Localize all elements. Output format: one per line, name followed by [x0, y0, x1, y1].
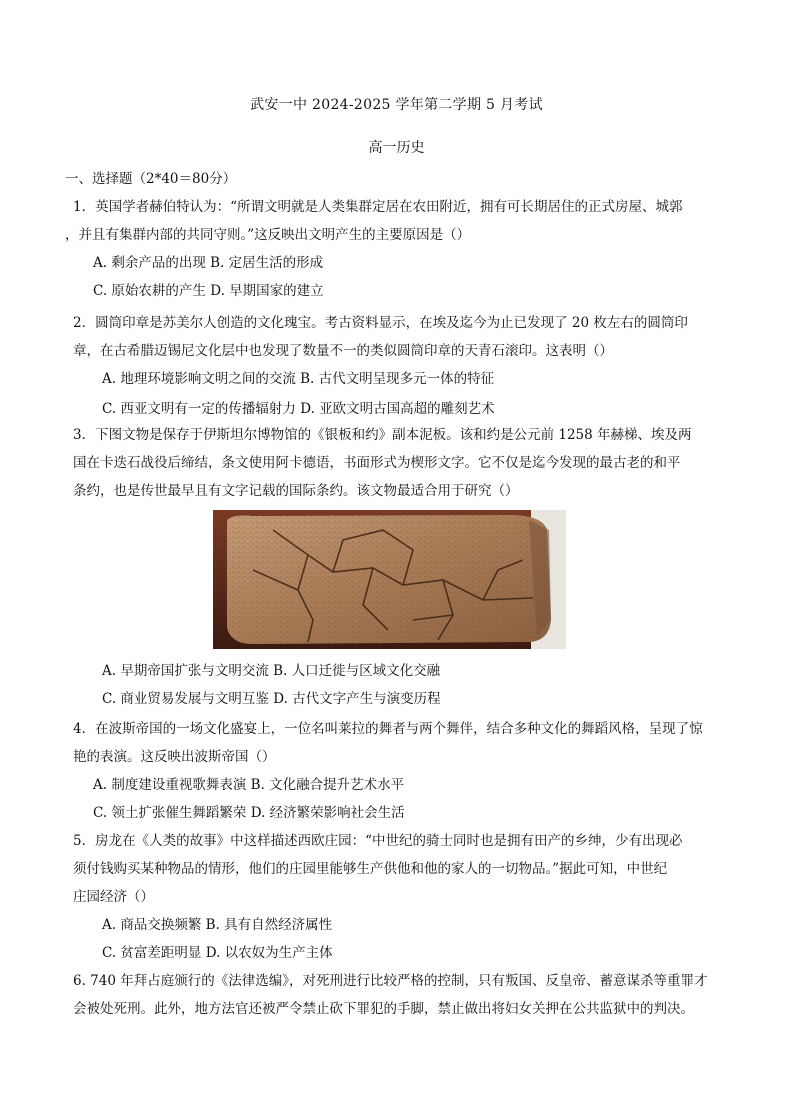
question-3-option-row-2: C. 商业贸易发展与文明互鉴 D. 古代文字产生与演变历程	[102, 691, 441, 707]
question-2-option-row-1: A. 地理环境影响文明之间的交流 B. 古代文明呈现多元一体的特征	[102, 371, 495, 387]
question-1-option-row-1: A. 剩余产品的出现 B. 定居生活的形成	[93, 255, 324, 271]
question-3-option-row-1: A. 早期帝国扩张与文明交流 B. 人口迁徙与区域文化交融	[102, 663, 441, 679]
question-2-option-row-2: C. 西亚文明有一定的传播辐射力 D. 亚欧文明古国高超的雕刻艺术	[102, 401, 495, 417]
question-4-line-1: 4．在波斯帝国的一场文化盛宴上，一位名叫莱拉的舞者与两个舞伴，结合多种文化的舞蹈风格，呈现了惊	[73, 721, 703, 737]
question-2-line-1: 2．圆筒印章是苏美尔人创造的文化瑰宝。考古资料显示，在埃及迄今为止已发现了 20 枚左右的圆筒印	[73, 315, 688, 331]
question-6-line-2: 会被处死刑。此外，地方法官还被严令禁止砍下罪犯的手脚，禁止做出将妇女关押在公共监狱中的判决。	[73, 1001, 694, 1017]
exam-subject: 高一历史	[368, 140, 425, 156]
clay-tablet-photo	[213, 510, 566, 649]
question-5-line-1: 5．房龙在《人类的故事》中这样描述西欧庄园：“中世纪的骑士同时也是拥有田产的乡绅，少有出现必	[73, 833, 683, 849]
question-5-line-3: 庄园经济（）	[73, 889, 154, 905]
question-3-line-3: 条约，也是传世最早且有文字记载的国际条约。该文物最适合用于研究（）	[73, 483, 519, 499]
question-3-line-2: 国在卡迭石战役后缔结，条文使用阿卡德语，书面形式为楔形文字。它不仅是迄今发现的最古老的和平	[73, 455, 681, 471]
exam-title: 武安一中 2024-2025 学年第二学期 5 月考试	[250, 97, 543, 113]
clay-tablet-icon	[213, 510, 566, 649]
question-6-line-1: 6. 740 年拜占庭颁行的《法律选编》，对死刑进行比较严格的控制，只有叛国、反皇帝、蓄意谋杀等重罪才	[73, 973, 708, 989]
question-1-option-row-2: C. 原始农耕的产生 D. 早期国家的建立	[93, 283, 324, 299]
question-1-line-2: ，并且有集群内部的共同守则。”这反映出文明产生的主要原因是（）	[65, 227, 471, 243]
question-5-option-row-1: A. 商品交换频繁 B. 具有自然经济属性	[102, 917, 333, 933]
question-1-line-1: 1．英国学者赫伯特认为：“所谓文明就是人类集群定居在农田附近，拥有可长期居住的正式房屋、城郭	[73, 199, 683, 215]
question-2-line-2: 章，在古希腊迈锡尼文化层中也发现了数量不一的类似圆筒印章的天青石滚印。这表明（）	[73, 343, 613, 359]
question-4-option-row-2: C. 领土扩张催生舞蹈繁荣 D. 经济繁荣影响社会生活	[93, 805, 405, 821]
question-5-option-row-2: C. 贫富差距明显 D. 以农奴为生产主体	[102, 945, 333, 961]
question-4-option-row-1: A. 制度建设重视歌舞表演 B. 文化融合提升艺术水平	[93, 777, 405, 793]
question-3-line-1: 3．下图文物是保存于伊斯坦尔博物馆的《银板和约》副本泥板。该和约是公元前 1258 年赫梯、埃及两	[73, 427, 692, 443]
section-heading: 一、选择题（2*40＝80分）	[65, 171, 237, 187]
question-5-line-2: 须付钱购买某种物品的情形，他们的庄园里能够生产供他和他的家人的一切物品。”据此可知，中世纪	[73, 861, 668, 877]
question-4-line-2: 艳的表演。这反映出波斯帝国（）	[73, 749, 276, 765]
